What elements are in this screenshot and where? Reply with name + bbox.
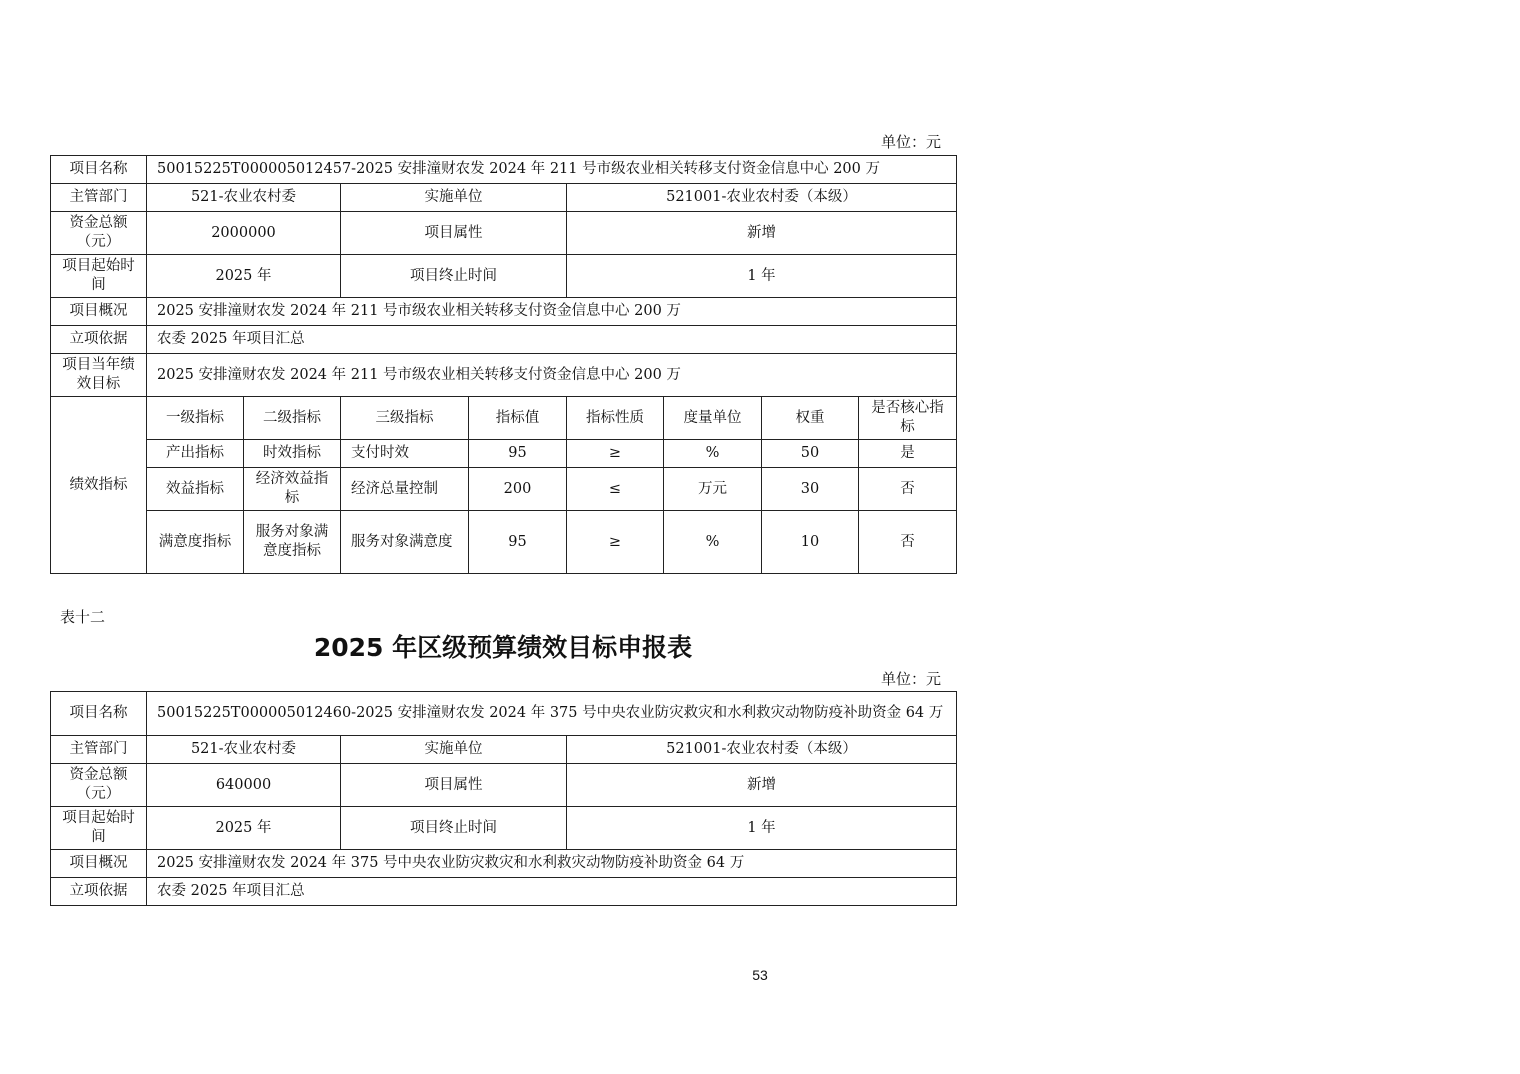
end-value: 1 年 (567, 807, 957, 850)
indicator-level2: 经济效益指标 (244, 468, 341, 511)
attr-label: 项目属性 (341, 212, 567, 255)
project-name-value: 50015225T000005012460-2025 安排潼财农发 2024 年 375 号中央农业防灾救灾和水利救灾动物防疫补助资金 64 万 (147, 692, 957, 736)
dept-label: 主管部门 (51, 184, 147, 212)
indicator-value: 95 (469, 440, 567, 468)
end-label: 项目终止时间 (341, 807, 567, 850)
indicator-nature: ≤ (567, 468, 664, 511)
header-level1: 一级指标 (147, 397, 244, 440)
overview-value: 2025 安排潼财农发 2024 年 211 号市级农业相关转移支付资金信息中心 200 万 (147, 298, 957, 326)
header-nature: 指标性质 (567, 397, 664, 440)
indicator-weight: 50 (762, 440, 859, 468)
project-name-label: 项目名称 (51, 692, 147, 736)
indicator-level2: 服务对象满意度指标 (244, 511, 341, 574)
indicator-core: 是 (859, 440, 957, 468)
attr-value: 新增 (567, 212, 957, 255)
fund-label: 资金总额（元） (51, 764, 147, 807)
end-value: 1 年 (567, 255, 957, 298)
indicator-unit: % (664, 440, 762, 468)
indicator-level3: 服务对象满意度 (341, 511, 469, 574)
indicator-core: 否 (859, 511, 957, 574)
start-label: 项目起始时间 (51, 255, 147, 298)
indicator-row (51, 440, 957, 468)
overview-label: 项目概况 (51, 298, 147, 326)
header-weight: 权重 (762, 397, 859, 440)
impl-label: 实施单位 (341, 184, 567, 212)
indicator-level1: 产出指标 (147, 440, 244, 468)
table-number-label: 表十二 (60, 608, 106, 626)
dept-label: 主管部门 (51, 736, 147, 764)
goal-label: 项目当年绩效目标 (51, 354, 147, 397)
start-value: 2025 年 (147, 255, 341, 298)
header-level2: 二级指标 (244, 397, 341, 440)
indicator-level1: 效益指标 (147, 468, 244, 511)
indicator-row (51, 468, 957, 511)
header-level3: 三级指标 (341, 397, 469, 440)
indicator-core: 否 (859, 468, 957, 511)
page-title: 2025 年区级预算绩效目标申报表 (313, 633, 693, 662)
performance-table-2 (50, 691, 957, 906)
indicator-level1: 满意度指标 (147, 511, 244, 574)
fund-value: 2000000 (147, 212, 341, 255)
impl-label: 实施单位 (341, 736, 567, 764)
performance-table-1 (50, 155, 957, 574)
indicator-unit: 万元 (664, 468, 762, 511)
end-label: 项目终止时间 (341, 255, 567, 298)
perf-label: 绩效指标 (51, 397, 147, 574)
indicator-level2: 时效指标 (244, 440, 341, 468)
indicator-nature: ≥ (567, 440, 664, 468)
project-name-value: 50015225T000005012457-2025 安排潼财农发 2024 年 211 号市级农业相关转移支付资金信息中心 200 万 (147, 156, 957, 184)
basis-label: 立项依据 (51, 326, 147, 354)
unit-label-2: 单位：元 (881, 670, 942, 688)
basis-label: 立项依据 (51, 878, 147, 906)
indicator-level3: 经济总量控制 (341, 468, 469, 511)
impl-value: 521001-农业农村委（本级） (567, 184, 957, 212)
header-core: 是否核心指标 (859, 397, 957, 440)
indicator-nature: ≥ (567, 511, 664, 574)
header-value: 指标值 (469, 397, 567, 440)
basis-value: 农委 2025 年项目汇总 (147, 878, 957, 906)
start-value: 2025 年 (147, 807, 341, 850)
fund-value: 640000 (147, 764, 341, 807)
attr-label: 项目属性 (341, 764, 567, 807)
indicator-value: 95 (469, 511, 567, 574)
indicator-weight: 10 (762, 511, 859, 574)
unit-label-1: 单位：元 (881, 133, 942, 151)
start-label: 项目起始时间 (51, 807, 147, 850)
fund-label: 资金总额（元） (51, 212, 147, 255)
dept-value: 521-农业农村委 (147, 736, 341, 764)
attr-value: 新增 (567, 764, 957, 807)
page-number: 53 (752, 967, 768, 983)
goal-value: 2025 安排潼财农发 2024 年 211 号市级农业相关转移支付资金信息中心 200 万 (147, 354, 957, 397)
indicator-unit: % (664, 511, 762, 574)
overview-value: 2025 安排潼财农发 2024 年 375 号中央农业防灾救灾和水利救灾动物防疫补助资金 64 万 (147, 850, 957, 878)
dept-value: 521-农业农村委 (147, 184, 341, 212)
indicator-weight: 30 (762, 468, 859, 511)
basis-value: 农委 2025 年项目汇总 (147, 326, 957, 354)
project-name-label: 项目名称 (51, 156, 147, 184)
indicator-value: 200 (469, 468, 567, 511)
header-unit: 度量单位 (664, 397, 762, 440)
overview-label: 项目概况 (51, 850, 147, 878)
indicator-level3: 支付时效 (341, 440, 469, 468)
impl-value: 521001-农业农村委（本级） (567, 736, 957, 764)
indicator-row (51, 511, 957, 574)
